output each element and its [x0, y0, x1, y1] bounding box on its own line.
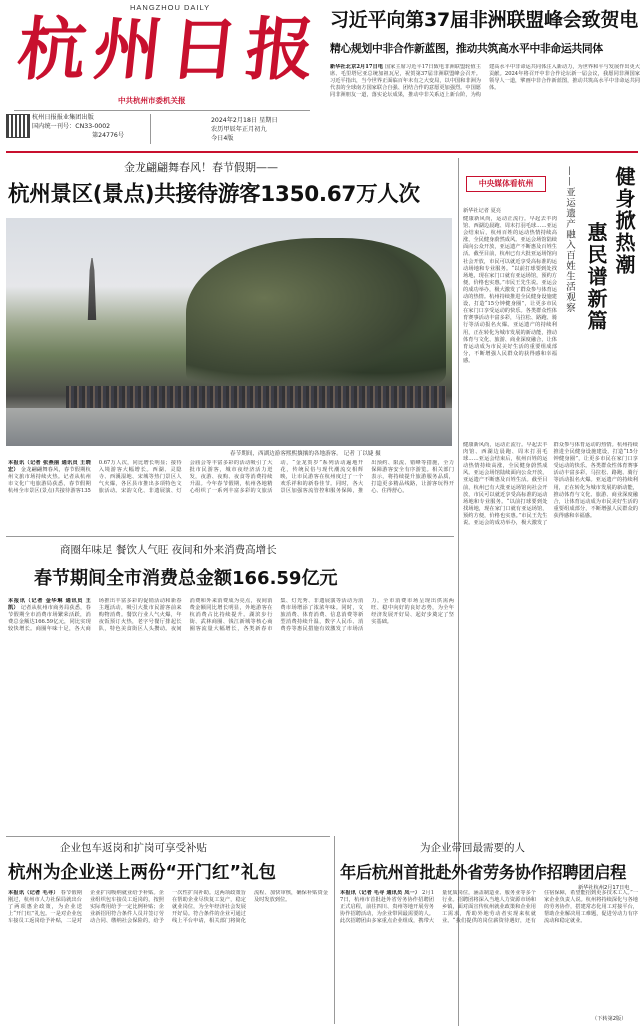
cn-number: 国内统一刊号：CN33-0002 — [32, 123, 111, 130]
media-tag-label: 中央媒体看杭州 — [478, 179, 534, 188]
story3-byline: 本报讯（记者 毛寻） — [8, 890, 59, 896]
lead-subtitle: 精心规划中非合作新蓝图，推动共筑高水平中非命运共同体 — [330, 42, 603, 55]
masthead-org: 中共杭州市委机关报 — [118, 96, 186, 105]
lead-body: 国家主席习近平17日致电非洲联盟轮值主席、毛里塔尼亚总统加祖瓦尼，祝贺第37届非洲联盟峰会召开。习近平指出，当今世界正面临百年未有之大变局，以中国和非洲为代表的全球南方国家联合自强、团结合作的意愿更加强烈。中国愿同非洲朋友一道，落实论坛成果，推动中非关系迈上新台阶，为构建高水平中非命运共同体注入新动力，为世界和平与发展作出更大贡献。2024年将召开中非合作论坛新一届会议，我愿同非洲国家领导人一道，擘画中非合作新蓝图，推动共筑高水平中非命运共同体。 — [330, 64, 640, 99]
photo-caption: 春节期间，西湖边游客熙熙攘攘的各地游客。 记者 丁以婕 摄 — [230, 451, 381, 457]
lake-shape — [6, 408, 452, 446]
qr-code — [6, 114, 30, 138]
sidebar-footer: 新华社杭州2月17日电 — [578, 885, 630, 891]
sidebar-subtitle: ——亚运遗产融入百姓生活观察 — [564, 166, 575, 313]
pagoda-shape — [86, 258, 98, 320]
story1-kicker: 金龙翩翩舞春风！春节假期—— — [124, 161, 278, 174]
story3-body: 春节假期刚过，杭州市人力社保局就出台了两项惠企政策，为企业送上“开门红”礼包。一是对企业包车接员工返岗给予补贴，二是对企业扩岗吸纳就业给予补贴。企业组织包车接员工返岗的，按照实际费用给予一定比例补贴；企业新招用符合条件人员并签订劳动合同、缴纳社会保险的，给予一次性扩岗补助。这两项政策旨在帮助企业尽快复工复产，稳定就业岗位，为全年经济社会发展开好局。符合条件的企业可通过线上平台申请，相关部门将简化流程、加快审核，确保补贴资金及时发放到位。 — [8, 890, 328, 925]
masthead-logo-title: 杭州日报 — [13, 10, 327, 90]
story4-footer: （下转第2版） — [592, 1016, 627, 1022]
story1-body: 金龙翩翩舞春风，春节假期杭州文旅市场持续火热。记者从杭州市文化广电旅游局获悉，春节假期杭州全市景区(景点)共接待游客1350.67万人次，同比增长明显；接待入境游客大幅增长。西湖、灵隐寺、西溪湿地、宋城等热门景区人气火爆，各区县市推出多项特色文旅活动。宋韵文化、非遗展演、灯会庙会等丰富多彩的活动吸引了大批市民游客，城市夜经济活力迸发，夜游、夜购、夜食等消费持续升温。今年春节假期，杭州各地精心组织了一系列丰富多彩的文旅活动，“金龙贺岁”系列活动遍地开花，传统民俗与现代潮流交相辉映，让市民游客在杭州度过了一个欢乐祥和的新春佳节。同时，各大景区加强客流管控和服务保障，推出预约、限流、错峰等措施，全力保障游客安全有序游览。相关部门表示，将持续提升旅游服务品质，打造更多精品线路，让游客玩得开心、住得舒心。 — [8, 460, 454, 495]
media-tag — [466, 176, 546, 192]
west-lake-photo — [6, 218, 452, 446]
story1-headline: 杭州景区(景点)共接待游客1350.67万人次 — [8, 182, 420, 207]
sidebar-body-a: 健康新风尚，运动正流行。早起去羊肉馆、西湖边晨跑、周末打羽毛球……亚运会结束后，杭州百姓的运动热情持续高涨，全民健身蔚然成风。亚运会场馆陆续面向公众开放，亚运遗产不断惠及百姓生活。截至目前，杭州已有大批亚运场馆向社会开放，市民可以就近享受高标准的运动场地和专业服务。“以前打球要到处找场地，现在家门口就有亚运场馆，预约方便，价格也实惠。”市民王先生说。亚运会的成功举办，极大激发了群众参与体育运动的热情。杭州持续推进全民健身设施建设，打造“15分钟健身圈”，让更多市民在家门口享受运动的快乐。各类群众性体育赛事活动丰富多彩，马拉松、路跑、骑行等活动报名火爆。亚运遗产的持续利用，正在转化为城市发展的新动能，推动体育与文化、旅游、商业深度融合，让体育运动成为市民美好生活的重要组成部分，不断增强人民群众的获得感和幸福感。 — [463, 216, 557, 364]
publisher: 杭州日报报业集团出版 — [32, 114, 94, 121]
lead-story — [330, 6, 640, 150]
story2-headline: 春节期间全市消费总金额166.59亿元 — [34, 568, 338, 589]
story3-headline: 杭州为企业送上两份“开门红”礼包 — [8, 863, 277, 883]
story2-body: 记者从杭州市商务局获悉，春节假期全市消费市场繁荣活跃，消费总金额达166.59亿元，同比实现较快增长。商圈年味十足，各大商场推出丰富多彩的促销活动和新春主题活动，吸引大批市民游客前来购物消费。餐饮行业人气火爆，年夜饭预订火热，老字号餐厅排起长队，特色美食街区人头攒动。夜间消费和外来消费成为亮点，夜间消费金额同比增长明显，外地游客在杭消费占比持续提升。湖滨步行街、武林商圈、钱江新城等核心商圈客流量大幅增长，各类新春市集、灯光秀、非遗展演等活动为消费市场增添了浓浓年味。同时，文旅消费、体育消费、信息消费等新型消费持续升温，数字人民币、消费券等惠民措施有效激发了市场活力，全市消费市场呈现出供需两旺、稳中向好的良好态势，为全年经济发展开好局、起好步奠定了坚实基础。 — [8, 598, 454, 633]
sidebar-byline: 新华社记者 夏亮 — [463, 208, 501, 214]
sidebar-title-b: 惠民谱新篇 — [584, 222, 608, 332]
sidebar-title-a: 健身掀热潮 — [612, 166, 636, 276]
page-count: 今日4版 — [211, 135, 234, 142]
story2-kicker: 商圈年味足 餐饮人气旺 夜间和外来消费高增长 — [60, 544, 277, 556]
story4-body: 2月17日，杭州市首批赴外省劳务协作招聘团正式启程，前往四川、贵州等地开展劳务协作招聘活动，为企业带回最需要的人。此次招聘团由多家重点企业组成，携带大量优质岗位，涵盖制造业、服务业等多个行业。招聘团将深入当地人力资源市场和乡镇，面对面宣传杭州就业政策和企业用工需求，帮助外地劳动者实现来杭就业。“我们提供的岗位薪资待遇好，还有住宿保障，希望能招到更多技术工人。”一家企业负责人说。杭州将持续深化与各地的劳务协作，搭建常态化用工对接平台，帮助企业解决用工难题，促进劳动力有序流动和稳定就业。 — [340, 890, 638, 925]
sidebar-body-b: 健康新风尚，运动正流行。早起去羊肉馆、西湖边晨跑、周末打羽毛球……亚运会结束后，杭州百姓的运动热情持续高涨，全民健身蔚然成风。亚运会场馆陆续面向公众开放，亚运遗产不断惠及百姓生活。截至目前，杭州已有大批亚运场馆向社会开放，市民可以就近享受高标准的运动场地和专业服务。“以前打球要到处找场地，现在家门口就有亚运场馆，预约方便，价格也实惠。”市民王先生说。亚运会的成功举办，极大激发了群众参与体育运动的热情。杭州持续推进全民健身设施建设，打造“15分钟健身圈”，让更多市民在家门口享受运动的快乐。各类群众性体育赛事活动丰富多彩，马拉松、路跑、骑行等活动报名火爆。亚运遗产的持续利用，正在转化为城市发展的新动能，推动体育与文化、旅游、商业深度融合，让体育运动成为市民美好生活的重要组成部分，不断增强人民群众的获得感和幸福感。 — [463, 442, 638, 527]
issue-date: 2024年2月18日 星期日 — [211, 117, 278, 124]
masthead-pinyin: HANGZHOU DAILY — [130, 3, 211, 12]
story4-byline: 本报讯（记者 毛寻 通讯员 凤一） — [340, 890, 421, 896]
story3-kicker: 企业包车返岗和扩岗可享受补贴 — [60, 842, 207, 854]
trees-shape — [186, 238, 446, 388]
lead-byline: 新华社北京2月17日电 — [330, 64, 384, 70]
issue-number: 第24776号 — [92, 132, 125, 139]
story1-byline: 本报讯（记者 张燕丽 通讯员 王晓宏） — [8, 460, 91, 474]
lead-headline: 习近平向第37届非洲联盟峰会致贺电 — [330, 9, 639, 31]
story2-byline: 本报讯（记者 金华琳 通讯员 王凯） — [8, 598, 91, 612]
lunar-date: 农历甲辰年正月初九 — [211, 126, 267, 133]
story4-kicker: 为企业带回最需要的人 — [420, 842, 525, 854]
crowd-shape — [66, 386, 446, 408]
story4-headline: 年后杭州首批赴外省劳务协作招聘团启程 — [340, 863, 626, 882]
